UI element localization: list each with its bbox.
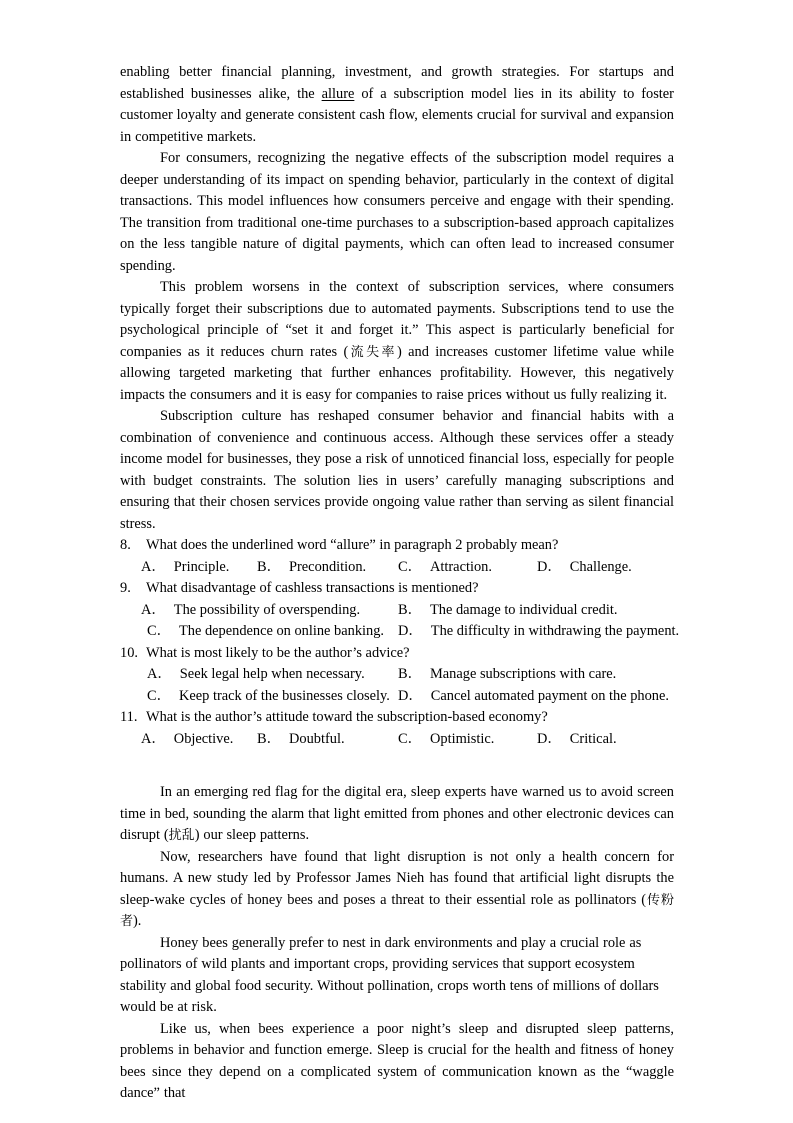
paragraph: [120, 782, 674, 847]
option-a[interactable]: [141, 557, 229, 579]
question-stem-line: [120, 578, 674, 600]
option-d[interactable]: [398, 621, 679, 643]
option-label: C．: [398, 558, 422, 575]
option-text: The difficulty in withdrawing the payment.: [430, 623, 680, 639]
option-text: The possibility of overspending.: [173, 601, 361, 618]
underlined-word: allure: [321, 85, 355, 102]
option-b[interactable]: [398, 600, 617, 622]
option-text: Critical.: [569, 730, 617, 747]
question-11: [120, 707, 674, 750]
option-text: Principle.: [173, 558, 230, 575]
option-row: [120, 686, 674, 708]
text-run: ).: [133, 913, 142, 929]
option-row: [120, 729, 674, 751]
option-b[interactable]: [398, 664, 616, 686]
option-a[interactable]: [141, 729, 233, 751]
question-stem: What does the underlined word “allure” in paragraph 2 probably mean?: [146, 537, 559, 553]
option-label: B．: [398, 666, 422, 682]
question-stem-line: [120, 707, 674, 729]
page-content: [120, 62, 680, 1105]
question-8: [120, 535, 674, 578]
option-label: A．: [147, 666, 172, 682]
option-label: A．: [141, 601, 166, 618]
option-row: [120, 600, 674, 622]
question-stem-line: [120, 643, 674, 665]
option-a[interactable]: [141, 600, 360, 622]
question-9: [120, 578, 680, 643]
section-gap: [120, 750, 674, 782]
question-stem: What disadvantage of cashless transactions is mentioned?: [146, 580, 479, 596]
option-c[interactable]: [147, 621, 384, 643]
question-stem-line: [120, 535, 674, 557]
option-text: Optimistic.: [430, 730, 495, 747]
option-d[interactable]: [537, 557, 632, 579]
option-row: [120, 557, 674, 579]
option-label: B．: [257, 558, 281, 575]
option-text: Seek legal help when necessary.: [179, 666, 365, 682]
option-label: B．: [257, 730, 281, 747]
option-d[interactable]: [398, 686, 669, 708]
option-label: D．: [398, 687, 423, 704]
option-text: Keep track of the businesses closely.: [179, 687, 390, 704]
option-text: Objective.: [173, 730, 234, 747]
passage-1: [120, 62, 674, 535]
paragraph: For consumers, recognizing the negative effects of the subscription model requires a deeper understanding of its impact on spending behavior, particularly in the context of digital transactions. This model influences how consumers perceive and engage with their spending. The transition from traditional one-time purchases to a subscription-based approach capitalizes on the less tangible nature of digital payments, which can often lead to increased consumer spending.: [120, 150, 674, 274]
chinese-gloss: 传粉者: [120, 892, 674, 929]
chinese-gloss: 扰乱: [168, 828, 195, 843]
question-number: 10.: [120, 644, 138, 661]
question-number: 9.: [120, 580, 131, 596]
option-a[interactable]: [147, 664, 365, 686]
paragraph: Subscription culture has reshaped consumer behavior and financial habits with a combination of convenience and continuous access. Although these services offer a steady income model for businesses, they pose a risk of unnoticed financial loss, especially for people with budget constraints. The solution lies in users’ carefully managing subscriptions and ensuring that their chosen services provide ongoing value rather than serving as silent financial stress.: [120, 408, 674, 532]
question-10: [120, 643, 674, 708]
question-number: 8.: [120, 537, 131, 553]
option-row: [120, 664, 674, 686]
option-row: [120, 621, 680, 643]
text-run: ) and increases customer lifetime value while allowing targeted marketing that further enhances profitability. However, this negatively impacts the consumers and it is easy for companies to raise prices without us fully realizing it.: [120, 343, 674, 403]
text-run: In an emerging red flag for the digital era, sleep experts have warned us to avoid screen time in bed, sounding the alarm that light emitted from phones and other electronic devices can disrupt (: [120, 784, 674, 843]
option-label: C．: [398, 730, 422, 747]
option-c[interactable]: [398, 557, 492, 579]
option-label: B．: [398, 601, 422, 618]
option-text: Attraction.: [430, 558, 492, 575]
option-label: D．: [537, 730, 562, 747]
option-text: Precondition.: [289, 558, 367, 575]
option-label: C．: [147, 687, 171, 704]
option-text: The damage to individual credit.: [430, 601, 618, 618]
option-b[interactable]: [257, 729, 345, 751]
text-run: of a subscription model lies in its ability to foster customer loyalty and generate consistent cash flow, elements crucial for survival and expansion in competitive markets.: [120, 85, 674, 145]
option-text: Challenge.: [569, 558, 632, 575]
text-run: This problem worsens in the context of subscription services, where consumers typically forget their subscriptions due to automated payments. Subscriptions tend to use the psychological principle of “set it and forget it.” This aspect is particularly beneficial for companies as it reduces churn rates (: [120, 279, 674, 360]
option-label: D．: [537, 558, 562, 575]
option-label: C．: [147, 623, 171, 639]
option-label: A．: [141, 558, 166, 575]
text-run: enabling better financial planning, investment, and growth strategies. For startups and established businesses alike, the: [120, 64, 674, 102]
option-text: Manage subscriptions with care.: [430, 666, 617, 682]
text-run: ) our sleep patterns.: [194, 827, 310, 843]
option-label: D．: [398, 623, 423, 639]
paragraph: [120, 277, 674, 406]
option-c[interactable]: [398, 729, 494, 751]
paragraph: [120, 62, 674, 148]
option-d[interactable]: [537, 729, 617, 751]
option-text: Doubtful.: [289, 730, 345, 747]
chinese-gloss: 流失率: [348, 344, 398, 360]
text-run: Now, researchers have found that light disruption is not only a health concern for humans. A new study led by Professor James Nieh has found that artificial light disrupts the sleep-wake cycles of honey bees and poses a threat to their essential role as pollinators (: [120, 848, 674, 908]
option-text: Cancel automated payment on the phone.: [430, 687, 669, 704]
paragraph: [120, 847, 674, 933]
question-number: 11.: [120, 709, 138, 725]
question-stem: What is most likely to be the author’s advice?: [146, 644, 410, 661]
option-text: The dependence on online banking.: [179, 623, 384, 639]
paragraph: Like us, when bees experience a poor night’s sleep and disrupted sleep patterns, problems in behavior and function emerge. Sleep is crucial for the health and fitness of honey bees since they depend on a complicated system of communication known as the “waggle dance” that: [120, 1020, 674, 1101]
option-label: A．: [141, 730, 166, 747]
paragraph: Honey bees generally prefer to nest in dark environments and play a crucial role as pollinators of wild plants and important crops, providing services that support ecosystem stability and global food security. Without pollination, crops worth tens of millions of dollars would be at risk.: [120, 934, 659, 1015]
passage-2: [120, 782, 674, 1105]
option-b[interactable]: [257, 557, 366, 579]
question-stem: What is the author’s attitude toward the subscription-based economy?: [146, 709, 548, 725]
option-c[interactable]: [147, 686, 390, 708]
